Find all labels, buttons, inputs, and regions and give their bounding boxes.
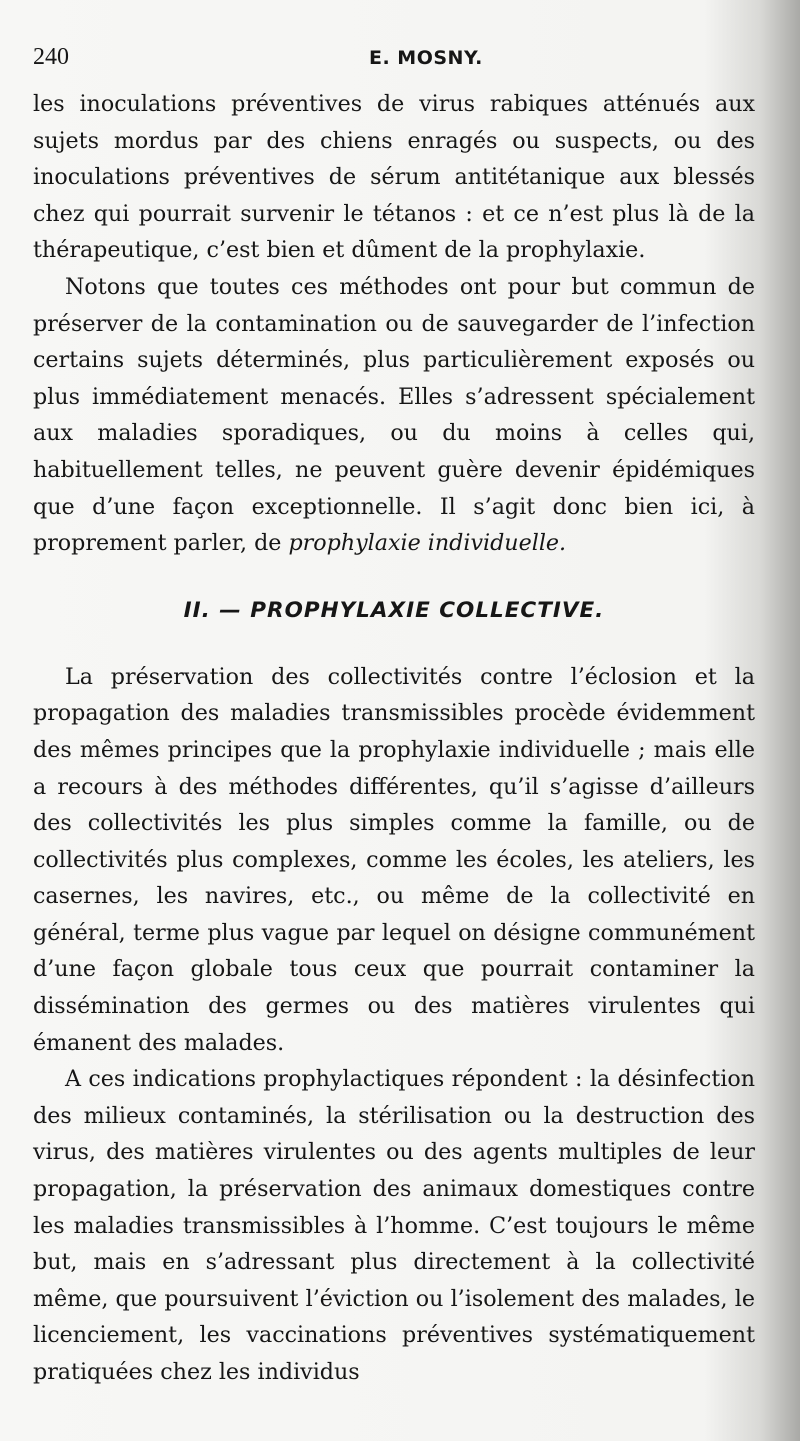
running-head: E. MOSNY. (369, 47, 483, 69)
page-number: 240 (33, 44, 69, 70)
paragraph-2-text: Notons que toutes ces méthodes ont pour but commun de préserver de la contamination ou de sauvegarder de l’infection certains sujets déterminés, plus particulièrement exposés ou plus immédiatement menacés. Elles s’adressent spécialement aux maladies sporadiques, ou du moins à celles qui, habituellement telles, ne peuvent guère devenir épidémiques que d’une façon exceptionnelle. Il s’agit donc bien ici, à proprement parler, de (33, 273, 755, 557)
paragraph-3: La préservation des collectivités contre l’éclosion et la propagation des maladies transmissibles procède évidemment des mêmes principes que la prophylaxie individuelle ; mais elle a recours à des méthodes différentes, qu’il s’agisse d’ailleurs des collectivités les plus simples comme la famille, ou de collectivités plus complexes, comme les écoles, les ateliers, les casernes, les navires, etc., ou même de la collectivité en général, terme plus vague par lequel on désigne communément d’une façon globale tous ceux que pourrait contaminer la dissémination des germes ou des matières virulentes qui émanent des malades. (33, 663, 755, 1056)
paragraph-4: A ces indications prophylactiques répondent : la désinfection des milieux contaminés, la stérilisation ou la destruction des virus, des matières virulentes ou des agents multiples de leur propagation, la préservation des animaux domestiques contre les maladies transmissibles à l’homme. C’est toujours le même but, mais en s’adressant plus directement à la collectivité même, que poursuivent l’éviction ou l’isolement des malades, le licenciement, les vaccinations préventives systématiquement pratiquées chez les individus (33, 1066, 755, 1385)
page-header (33, 44, 753, 76)
paragraph-2-italic: prophylaxie individuelle. (288, 530, 567, 557)
page-body (33, 86, 755, 1391)
section-heading: II. — PROPHYLAXIE COLLECTIVE. (183, 597, 605, 623)
paragraph-1: les inoculations préventives de virus rabiques atténués aux sujets mordus par des chiens enragés ou suspects, ou des inoculations préventives de sérum antitétanique aux blessés chez qui pourrait survenir le tétanos : et ce n’est plus là de la thérapeutique, c’est bien et dûment de la prophylaxie. (33, 91, 755, 264)
paragraph-2 (33, 269, 755, 562)
